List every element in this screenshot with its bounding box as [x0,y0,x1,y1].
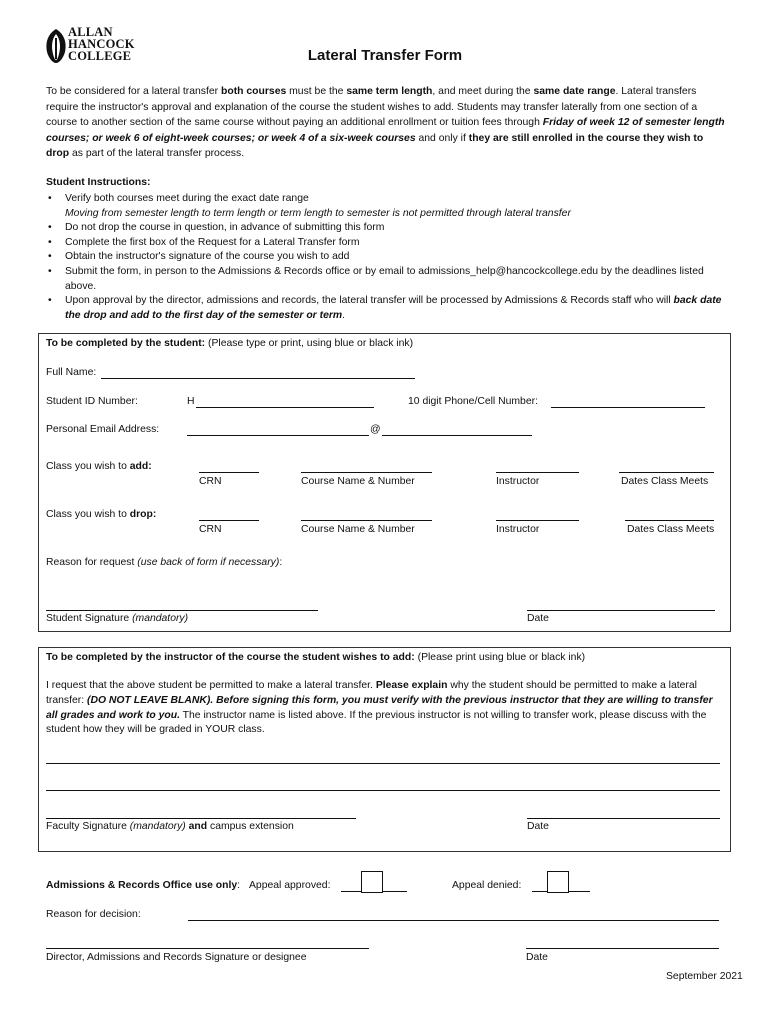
appeal-approved-checkbox[interactable] [361,871,383,893]
add-class-label: Class you wish to add: [46,461,152,472]
explanation-line-2[interactable] [46,790,720,791]
list-item: • Verify both courses meet during the exact date range Moving from semester length to term length or term length to semester is not permitted through lateral transfer [46,192,726,221]
instructor-section [38,647,731,852]
explanation-line-1[interactable] [46,763,720,764]
drop-class-label: Class you wish to drop: [46,509,157,520]
instructor-section-heading: To be completed by the instructor of the course the student wishes to add: (Please print using blue or black ink) [46,652,586,663]
add-crn-field[interactable] [199,472,259,473]
drop-course-field[interactable] [301,520,432,521]
drop-dates-field[interactable] [625,520,714,521]
director-date-caption: Date [526,952,548,963]
drop-crn-field[interactable] [199,520,259,521]
list-item: • Do not drop the course in question, in advance of submitting this form [46,221,726,236]
drop-instructor-field[interactable] [496,520,579,521]
student-section [38,333,731,632]
add-course-field[interactable] [301,472,432,473]
email-domain-field[interactable] [382,435,532,436]
list-item: • Obtain the instructor's signature of the course you wish to add [46,250,726,265]
instructions-list [46,192,726,323]
drop-course-caption: Course Name & Number [301,524,415,535]
list-item: • Upon approval by the director, admissions and records, the lateral transfer will be processed by Admissions & Records staff who will back date the drop and add to the first day of the semester or term. [46,294,726,323]
student-signature-caption: Student Signature (mandatory) [46,613,189,624]
list-item: • Complete the first box of the Request for a Lateral Transfer form [46,236,726,251]
director-signature-field[interactable] [46,948,369,949]
reason-label: Reason for request (use back of form if necessary): [46,557,283,568]
student-section-heading: To be completed by the student: (Please type or print, using blue or black ink) [46,338,414,349]
email-at-sign: @ [370,424,381,435]
page-title: Lateral Transfer Form [307,47,463,64]
phone-field[interactable] [551,407,705,408]
student-date-field[interactable] [527,610,715,611]
director-signature-caption: Director, Admissions and Records Signature or designee [46,952,307,963]
email-user-field[interactable] [187,435,369,436]
student-signature-field[interactable] [46,610,318,611]
student-id-prefix: H [187,396,195,407]
add-course-caption: Course Name & Number [301,476,415,487]
decision-reason-label: Reason for decision: [46,909,141,920]
college-logo-text: ALLAN HANCOCK COLLEGE [68,25,135,63]
student-date-caption: Date [527,613,549,624]
add-dates-caption: Dates Class Meets [621,476,709,487]
instructor-instructions: I request that the above student be permitted to make a lateral transfer. Please explain why the student should be permitted to make a lateral transfer: (DO NOT LEAVE BLANK). Before signing this form, you must verify with the previous instructor that they are willing to transfer all grades and work to you. The instructor name is listed above. If the previous instructor is not willing to transfer work, please discuss with the student how they will be graded in YOUR class. [46,680,713,736]
faculty-date-field[interactable] [527,818,720,819]
faculty-signature-field[interactable] [46,818,356,819]
student-id-label: Student ID Number: [46,396,138,407]
drop-dates-caption: Dates Class Meets [627,524,715,535]
office-use-label: Admissions & Records Office use only: [46,880,241,891]
phone-label: 10 digit Phone/Cell Number: [408,396,538,407]
director-date-field[interactable] [526,948,719,949]
drop-instructor-caption: Instructor [496,524,540,535]
instructions-heading: Student Instructions: [46,177,151,188]
email-label: Personal Email Address: [46,424,160,435]
student-id-field[interactable] [196,407,374,408]
add-crn-caption: CRN [199,476,222,487]
faculty-date-caption: Date [527,821,549,832]
faculty-signature-caption: Faculty Signature (mandatory) and campus extension [46,821,294,832]
appeal-denied-label: Appeal denied: [452,880,522,891]
full-name-label: Full Name: [46,367,97,378]
decision-reason-field[interactable] [188,920,719,921]
add-dates-field[interactable] [619,472,714,473]
appeal-approved-label: Appeal approved: [249,880,331,891]
appeal-denied-checkbox[interactable] [547,871,569,893]
drop-crn-caption: CRN [199,524,222,535]
add-instructor-caption: Instructor [496,476,540,487]
full-name-field[interactable] [101,378,415,379]
revision-date: September 2021 [666,971,743,982]
list-item: • Submit the form, in person to the Admissions & Records office or by email to admissions_help@hancockcollege.edu by the deadlines listed above. [46,265,726,294]
intro-paragraph: To be considered for a lateral transfer both courses must be the same term length, and meet during the same date range. Lateral transfers require the instructor's approval and explanation of the course the student wishes to add. Students may transfer laterally from one section of a course to another section of the same course without paying an additional enrollment or tuition fees through Friday of week 12 of semester length courses; or week 6 of eight-week courses; or week 4 of a six-week courses and only if they are still enrolled in the course they wish to drop as part of the lateral transfer process. [46,86,725,160]
add-instructor-field[interactable] [496,472,579,473]
